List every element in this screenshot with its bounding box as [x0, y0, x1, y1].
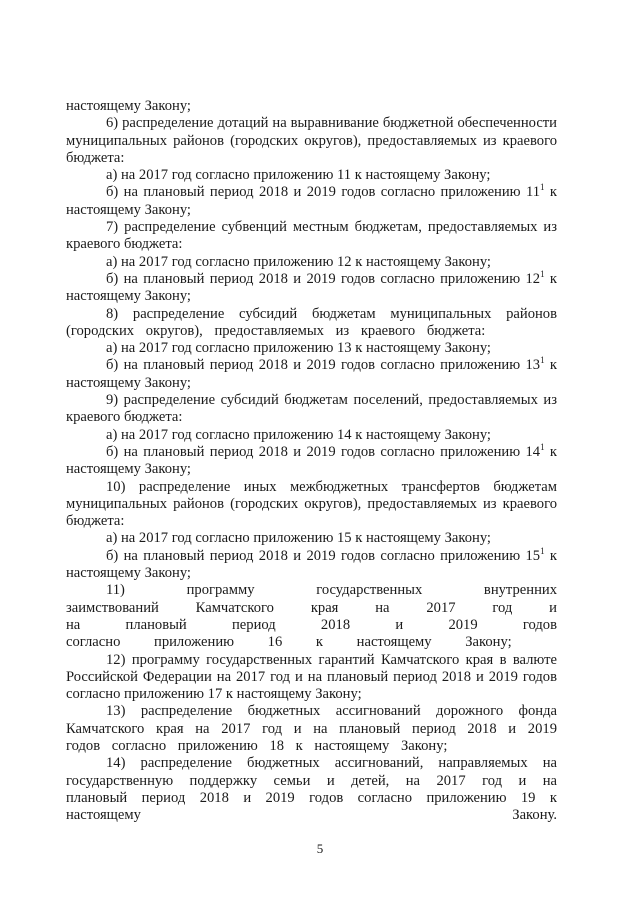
- paragraph-text: б) на плановый период 2018 и 2019 годов согласно приложению 14: [106, 443, 541, 460]
- document-body: [66, 98, 557, 824]
- paragraph-text: б) на плановый период 2018 и 2019 годов согласно приложению 12: [106, 270, 541, 287]
- superscript: 1: [540, 545, 545, 556]
- paragraph-text-tail: к настоящему Закону;: [66, 357, 557, 391]
- paragraph: [66, 427, 557, 444]
- paragraph-text: б) на плановый период 2018 и 2019 годов согласно приложению 15: [106, 547, 541, 564]
- paragraph-text: 11) программу государственных внутренних заимствований Камчатского края на 2017 год и на плановый период 2018 и 2019 годов согласно приложению 16 к настоящему Закону;: [66, 582, 557, 651]
- superscript: 1: [540, 269, 545, 280]
- paragraph-text: 10) распределение иных межбюджетных трансфертов бюджетам муниципальных районов (городских округов), предоставляемых из краевого бюджета:: [66, 478, 557, 530]
- paragraph-text: 7) распределение субвенций местным бюджетам, предоставляемых из краевого бюджета:: [66, 219, 557, 253]
- paragraph: [66, 582, 557, 651]
- paragraph: [66, 479, 557, 531]
- paragraph: [66, 167, 557, 184]
- paragraph-text-tail: к настоящему Закону;: [66, 184, 557, 218]
- paragraph: [66, 184, 557, 219]
- paragraph: [66, 254, 557, 271]
- paragraph-text: 12) программу государственных гарантий Камчатского края в валюте Российской Федерации на 2017 год и на плановый период 2018 и 2019 годов согласно приложению 17 к настоящему Закону;: [66, 651, 557, 703]
- paragraph: [66, 652, 557, 704]
- paragraph-text: 9) распределение субсидий бюджетам поселений, предоставляемых из краевого бюджета:: [66, 392, 557, 426]
- paragraph-text: 6) распределение дотаций на выравнивание бюджетной обеспеченности муниципальных районов (городских округов), предоставляемых из краевого бюджета:: [66, 115, 557, 166]
- paragraph-text: б) на плановый период 2018 и 2019 годов согласно приложению 11: [106, 184, 541, 201]
- superscript: 1: [540, 182, 545, 193]
- paragraph-text: а) на 2017 год согласно приложению 14 к настоящему Закону;: [106, 426, 491, 443]
- paragraph-text-tail: к настоящему Закону;: [66, 270, 557, 305]
- paragraph-text: 13) распределение бюджетных ассигнований дорожного фонда Камчатского края на 2017 год и на плановый период 2018 и 2019 годов согласно приложению 18 к настоящему Закону;: [66, 703, 557, 754]
- paragraph: [66, 392, 557, 427]
- paragraph-text: 14) распределение бюджетных ассигнований, направляемых на государственную поддержку семьи и детей, на 2017 год и на плановый период 2018 и 2019 годов согласно приложению 19 к настоящему Закону.: [66, 755, 557, 824]
- paragraph: [66, 219, 557, 254]
- paragraph-text: а) на 2017 год согласно приложению 13 к настоящему Закону;: [106, 340, 491, 357]
- paragraph-text: 8) распределение субсидий бюджетам муниципальных районов (городских округов), предоставляемых из краевого бюджета:: [66, 305, 557, 339]
- paragraph-text-tail: к настоящему Закону;: [66, 547, 557, 582]
- paragraph-text: б) на плановый период 2018 и 2019 годов согласно приложению 13: [106, 357, 541, 374]
- page-number: 5: [316, 841, 324, 856]
- paragraph: [66, 340, 557, 357]
- paragraph-text: а) на 2017 год согласно приложению 11 к настоящему Закону;: [106, 167, 491, 184]
- paragraph: [66, 444, 557, 479]
- superscript: 1: [540, 355, 545, 366]
- paragraph: [66, 98, 557, 115]
- paragraph-text: а) на 2017 год согласно приложению 12 к настоящему Закону;: [106, 253, 491, 270]
- paragraph: [66, 115, 557, 167]
- paragraph: [66, 530, 557, 547]
- paragraph-text: настоящему Закону;: [66, 98, 191, 114]
- paragraph-text-tail: к настоящему Закону;: [66, 443, 557, 478]
- paragraph: [66, 306, 557, 341]
- paragraph-text: а) на 2017 год согласно приложению 15 к настоящему Закону;: [106, 530, 491, 547]
- superscript: 1: [540, 442, 545, 453]
- paragraph: [66, 357, 557, 392]
- paragraph: [66, 703, 557, 755]
- paragraph: [66, 545, 557, 583]
- paragraph: [66, 271, 557, 306]
- paragraph: [66, 755, 557, 824]
